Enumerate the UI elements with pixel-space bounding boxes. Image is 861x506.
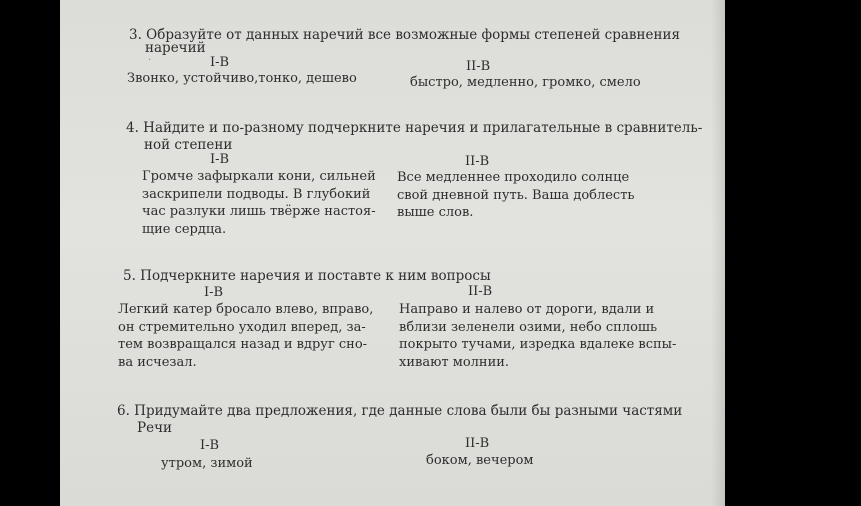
task-6-heading-cont: Речи — [137, 420, 172, 436]
task-4-heading-cont: ной степени — [144, 137, 233, 153]
task-4-text-2 — [397, 169, 634, 222]
task-6-variant-2: II-В — [465, 436, 490, 451]
task-6-heading: 6. Придумайте два предложения, где данные слова были бы разными частями — [117, 403, 683, 419]
task-4-heading: 4. Найдите и по-разному подчеркните наречия и прилагательные в сравнитель- — [126, 120, 703, 136]
task-3-variant-1: I-В — [210, 55, 230, 70]
task-4-variant-1: I-В — [210, 152, 230, 167]
text-line: Громче зафыркали кони, сильней — [142, 169, 376, 184]
task-5-variant-2: II-В — [468, 284, 493, 299]
text-line: заскрипели подводы. В глубокий — [142, 186, 371, 202]
text-line: хивают молнии. — [399, 354, 510, 370]
task-6-words-2: боком, вечером — [426, 453, 534, 468]
task-3-heading: 3. Образуйте от данных наречий все возможные формы степеней сравнения — [129, 27, 681, 43]
task-5-heading: 5. Подчеркните наречия и поставте к ним вопросы — [123, 268, 491, 284]
task-5-text-1 — [118, 301, 373, 371]
text-line: Все медленнее проходило солнце — [397, 170, 630, 185]
task-4-variant-2: II-В — [465, 154, 490, 169]
text-line: час разлуки лишь твёрже настоя- — [142, 204, 376, 219]
task-4-text-1 — [142, 168, 376, 238]
text-line: Легкий катер бросало влево, вправо, — [118, 302, 374, 317]
text-line: ва исчезал. — [118, 354, 197, 370]
text-line: щие сердца. — [142, 221, 227, 237]
task-6-variant-1: I-В — [200, 438, 220, 453]
pencil-dot-mark: · — [148, 55, 152, 66]
text-line: тем возвращался назад и вдруг сно- — [118, 337, 368, 352]
task-6-words-1: утром, зимой — [161, 456, 253, 471]
task-3-words-2: быстро, медленно, громко, смело — [410, 75, 641, 90]
task-3-heading-cont: наречий — [145, 40, 206, 56]
worksheet-page — [60, 0, 725, 506]
text-line: он стремительно уходил вперед, за- — [118, 319, 366, 335]
text-line: вблизи зеленели озими, небо сплошь — [399, 319, 658, 335]
task-3-words-1: Звонко, устойчиво,тонко, дешево — [127, 71, 357, 86]
text-line: покрыто тучами, изредка вдалеке вспы- — [399, 337, 677, 352]
page-shadow — [711, 0, 725, 506]
text-line: свой дневной путь. Ваша доблесть — [397, 187, 635, 203]
text-line: Направо и налево от дороги, вдали и — [399, 302, 655, 317]
text-line: выше слов. — [397, 205, 474, 220]
task-3-variant-2: II-В — [466, 59, 491, 74]
task-5-variant-1: I-В — [204, 285, 224, 300]
task-5-text-2 — [399, 301, 676, 371]
